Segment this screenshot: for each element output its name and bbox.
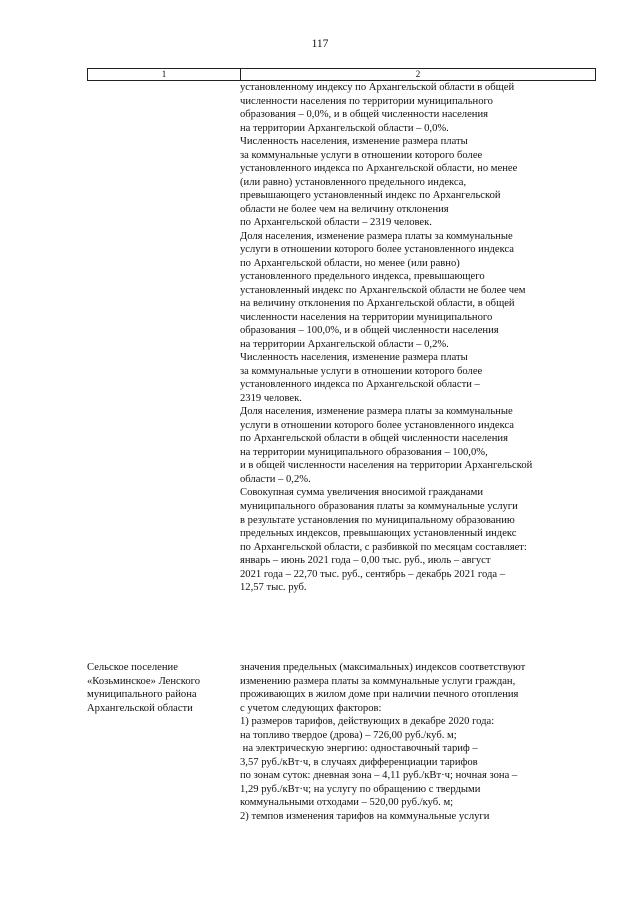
text-line: предельных индексов, превышающих установленный индекс — [240, 528, 517, 540]
text-line: по Архангельской области, но менее (или равно) — [240, 257, 460, 269]
text-line: по Архангельской области – 2319 человек. — [240, 217, 432, 229]
text-line: 2021 года – 22,70 тыс. руб., сентябрь – декабрь 2021 года – — [240, 568, 506, 580]
text-line: проживающих в жилом доме при наличии печного отопления — [240, 689, 519, 701]
document-table — [87, 68, 596, 822]
text-line: 2) темпов изменения тарифов на коммунальные услуги — [240, 810, 490, 822]
text-line: Архангельской области — [87, 702, 193, 714]
text-line: Доля населения, изменение размера платы за коммунальные — [240, 230, 513, 242]
text-line: на территории Архангельской области – 0,0%. — [240, 122, 449, 134]
text-line: на величину отклонения по Архангельской области, в общей — [240, 298, 515, 310]
text-line: установленному индексу по Архангельской области в общей — [240, 82, 515, 93]
text-line: образования – 0,0%, и в общей численности населения — [240, 109, 489, 121]
text-line: за коммунальные услуги в отношении которого более — [240, 365, 483, 377]
text-line: услуги в отношении которого более установленного индекса — [240, 419, 515, 431]
text-line: «Козьминское» Ленского — [87, 675, 201, 687]
row-2-municipality-cell — [87, 661, 237, 715]
column-header-1: 1 — [88, 69, 241, 80]
page-number: 117 — [311, 38, 329, 50]
text-line: численности населения на территории муниципального — [240, 311, 493, 323]
text-line: коммунальными отходами – 520,00 руб./куб. м; — [240, 797, 454, 809]
text-line: образования – 100,0%, и в общей численности населения — [240, 325, 499, 337]
text-line: превышающего установленный индекс по Архангельской — [240, 190, 501, 202]
text-line: значения предельных (максимальных) индексов соответствуют — [240, 662, 526, 673]
text-line: по зонам суток: дневная зона – 4,11 руб./кВт·ч; ночная зона – — [240, 770, 518, 782]
text-line: численности населения по территории муниципального — [240, 95, 493, 107]
text-line: на территории муниципального образования – 100,0%, — [240, 446, 488, 458]
table-header-row — [87, 68, 596, 81]
text-line: муниципального образования платы за коммунальные услуги — [240, 500, 518, 512]
text-line: установленный индекс по Архангельской области не более чем — [240, 284, 526, 296]
row-2-content-cell — [240, 661, 600, 823]
text-line: 1) размеров тарифов, действующих в декабре 2020 года: — [240, 716, 495, 728]
text-line: установленного предельного индекса, превышающего — [240, 271, 485, 283]
text-line: январь – июнь 2021 года – 0,00 тыс. руб., июль – август — [240, 555, 491, 567]
text-line: 1,29 руб./кВт·ч; на услугу по обращению с твердыми — [240, 783, 481, 795]
text-line: установленного индекса по Архангельской области – — [240, 379, 480, 391]
text-line: Сельское поселение — [87, 662, 178, 673]
column-header-2: 2 — [415, 69, 421, 79]
text-line: (или равно) установленного предельного индекса, — [240, 176, 467, 188]
text-line: 12,57 тыс. руб. — [240, 582, 307, 594]
text-line: на электрическую энергию: одноставочный тариф – — [240, 743, 478, 755]
text-line: за коммунальные услуги в отношении которого более — [240, 149, 483, 161]
text-line: установленного индекса по Архангельской области, но менее — [240, 163, 518, 175]
text-line: Доля населения, изменение размера платы за коммунальные — [240, 406, 513, 418]
text-line: муниципального района — [87, 689, 197, 701]
text-line: 3,57 руб./кВт·ч, в случаях дифференциации тарифов — [240, 756, 478, 768]
text-line: 2319 человек. — [240, 392, 302, 404]
text-line: в результате установления по муниципальному образованию — [240, 514, 515, 526]
text-line: по Архангельской области в общей численности населения — [240, 433, 508, 445]
text-line: области – 0,2%. — [240, 473, 311, 485]
text-line: области не более чем на величину отклонения — [240, 203, 449, 215]
text-line: изменению размера платы за коммунальные услуги граждан, — [240, 675, 516, 687]
row-1-content-cell — [240, 81, 600, 595]
text-line: по Архангельской области, с разбивкой по месяцам составляет: — [240, 541, 527, 553]
text-line: и в общей численности населения на территории Архангельской — [240, 460, 533, 472]
text-line: Численность населения, изменение размера платы — [240, 352, 468, 364]
text-line: на топливо твердое (дрова) – 726,00 руб./куб. м; — [240, 729, 457, 741]
text-line: Численность населения, изменение размера платы — [240, 136, 468, 148]
text-line: услуги в отношении которого более установленного индекса — [240, 244, 515, 256]
text-line: с учетом следующих факторов: — [240, 702, 382, 714]
text-line: на территории Архангельской области – 0,2%. — [240, 338, 449, 350]
text-line: Совокупная сумма увеличения вносимой гражданами — [240, 487, 484, 499]
